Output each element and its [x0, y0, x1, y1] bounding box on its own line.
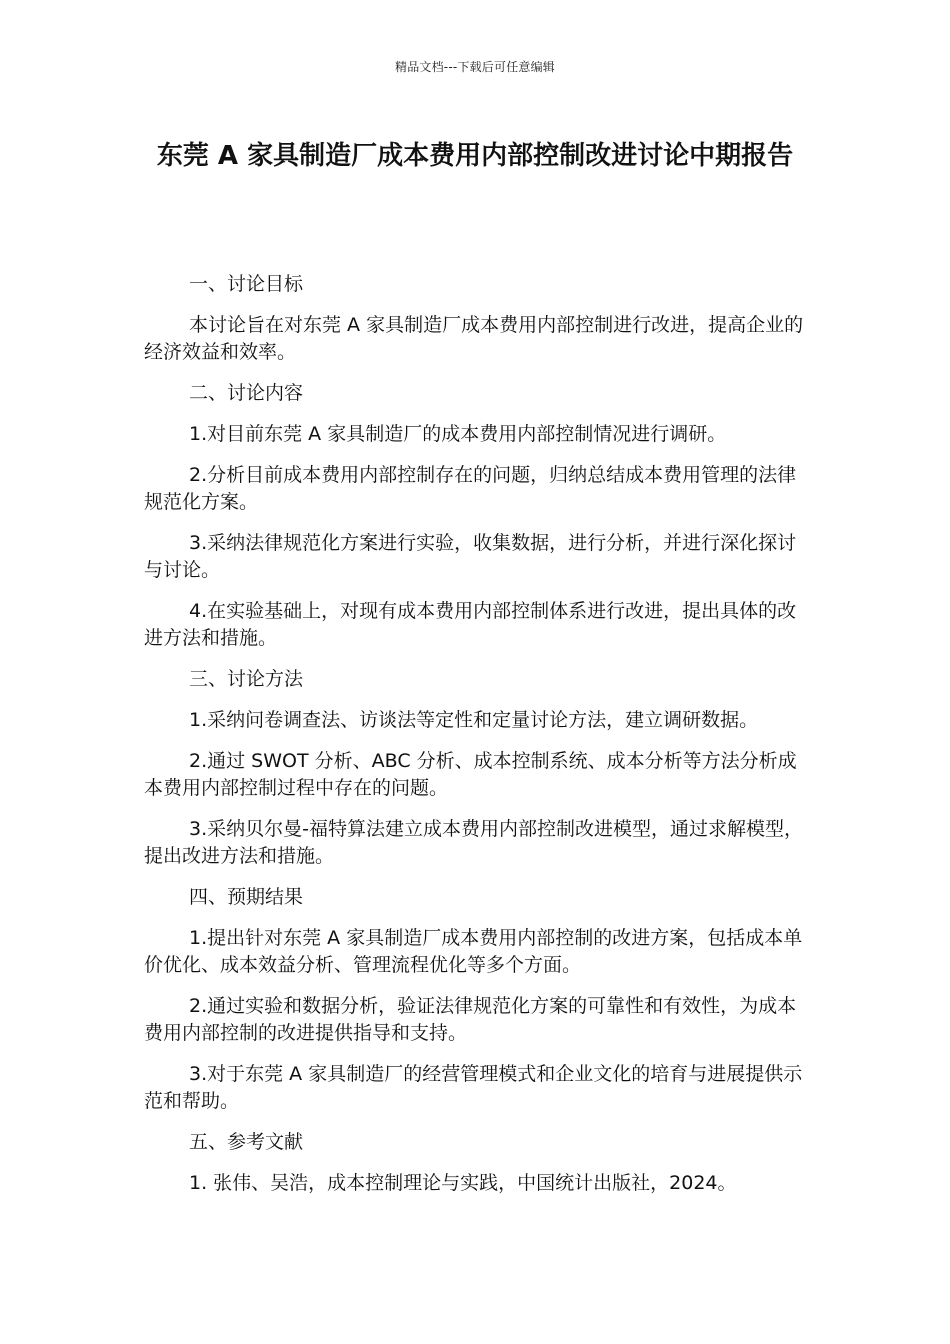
document-body — [144, 271, 808, 1211]
document-title: 东莞 A 家具制造厂成本费用内部控制改进讨论中期报告 — [156, 141, 794, 171]
methods-item-3: 3.采纳贝尔曼-福特算法建立成本费用内部控制改进模型，通过求解模型，提出改进方法和措施。 — [144, 818, 803, 867]
content-item-2: 2.分析目前成本费用内部控制存在的问题，归纳总结成本费用管理的法律规范化方案。 — [144, 464, 797, 513]
content-item-3: 3.采纳法律规范化方案进行实验，收集数据，进行分析，并进行深化探讨与讨论。 — [144, 532, 797, 581]
section-heading-references: 五、参考文献 — [189, 1131, 304, 1153]
goals-paragraph: 本讨论旨在对东莞 A 家具制造厂成本费用内部控制进行改进，提高企业的经济效益和效率。 — [144, 314, 804, 363]
header-note: 精品文档---下载后可任意编辑 — [395, 60, 555, 74]
results-item-1: 1.提出针对东莞 A 家具制造厂成本费用内部控制的改进方案，包括成本单价优化、成本效益分析、管理流程优化等多个方面。 — [144, 927, 803, 976]
section-heading-goals: 一、讨论目标 — [189, 273, 304, 295]
results-item-3: 3.对于东莞 A 家具制造厂的经营管理模式和企业文化的培育与进展提供示范和帮助。 — [144, 1063, 803, 1112]
section-heading-content: 二、讨论内容 — [189, 382, 304, 404]
methods-item-1: 1.采纳问卷调查法、访谈法等定性和定量讨论方法，建立调研数据。 — [189, 709, 759, 731]
results-item-2: 2.通过实验和数据分析，验证法律规范化方案的可靠性和有效性，为成本费用内部控制的改进提供指导和支持。 — [144, 995, 797, 1044]
content-item-1: 1.对目前东莞 A 家具制造厂的成本费用内部控制情况进行调研。 — [189, 423, 727, 445]
section-heading-methods: 三、讨论方法 — [189, 668, 304, 690]
content-item-4: 4.在实验基础上，对现有成本费用内部控制体系进行改进，提出具体的改进方法和措施。 — [144, 600, 797, 649]
reference-item-1: 1. 张伟、吴浩，成本控制理论与实践，中国统计出版社，2024。 — [189, 1172, 737, 1194]
methods-item-2: 2.通过 SWOT 分析、ABC 分析、成本控制系统、成本分析等方法分析成本费用内部控制过程中存在的问题。 — [144, 750, 797, 799]
section-heading-results: 四、预期结果 — [189, 886, 304, 908]
